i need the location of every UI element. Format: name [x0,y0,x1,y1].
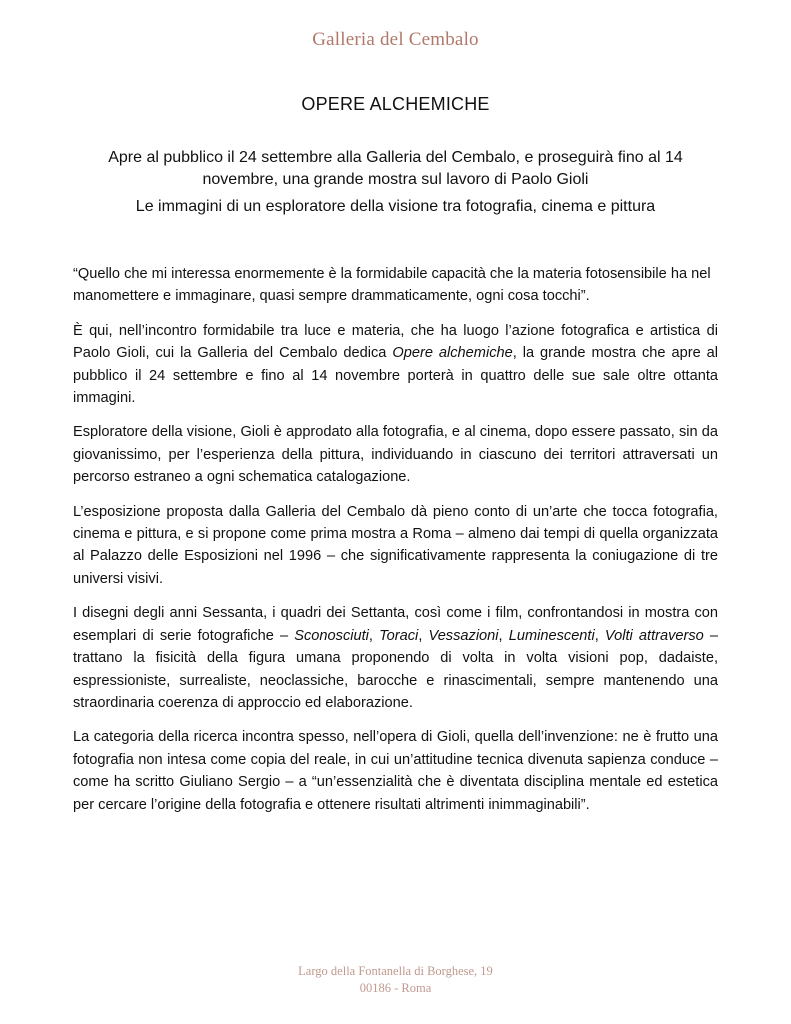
series-title: Sconosciuti [294,627,369,644]
footer-street: Largo della Fontanella di Borghese, 19 [298,964,493,978]
paragraph-5: I disegni degli anni Sessanta, i quadri dei Settanta, così come i film, confrontandosi in mostra con esemplari di serie fotografiche – Sconosciuti, Toraci, Vessazioni, Luminescenti, Volti attraverso – trattano la fisicità della figura umana proponendo di volta in volta visioni pop, dadaiste, espressioniste, surrealiste, neoclassiche, barocche e rinascimentali, sempre mantenendo una straordinaria coerenza di approccio ed elaborazione. [73,605,719,711]
series-title: Luminescenti [508,627,595,644]
gallery-brand-header: Galleria del Cembalo [312,29,479,50]
page-subtitle-secondary: Le immagini di un esploratore della visione tra fotografia, cinema e pittura [135,198,656,215]
footer-address [0,963,791,997]
page-title: OPERE ALCHEMICHE [301,94,490,114]
series-title: Vessazioni [428,627,499,644]
series-title: Toraci [379,627,419,644]
paragraph-4: L’esposizione proposta dalla Galleria del Cembalo dà pieno conto di un’arte che tocca fotografia, cinema e pittura, e si propone come prima mostra a Roma – almeno dai tempi di quella organizzata al Palazzo delle Esposizioni nel 1996 – che significativamente rappresenta la coniugazione di tre universi visivi. [73,503,718,587]
article-body [73,263,718,828]
page-subtitle: Apre al pubblico il 24 settembre alla Galleria del Cembalo, e proseguirà fino al 14 novembre, una grande mostra sul lavoro di Paolo Gioli [108,149,683,188]
footer-city: 00186 - Roma [359,981,432,995]
paragraph-quote: “Quello che mi interessa enormemente è la formidabile capacità che la materia fotosensibile ha nel manomettere e immaginare, quasi sempre drammaticamente, ogni cosa tocchi”. [73,266,711,305]
series-title: Volti attraverso [604,627,704,644]
exhibition-title: Opere alchemiche [392,345,513,362]
paragraph-3: Esploratore della visione, Gioli è approdato alla fotografia, e al cinema, dopo essere passato, sin da giovanissimo, per l’esperienza della pittura, individuando in ciascuno dei territori attraversati un percorso estraneo a ogni schematica catalogazione. [73,424,718,486]
paragraph-6: La categoria della ricerca incontra spesso, nell’opera di Gioli, quella dell’invenzione: ne è frutto una fotografia non intesa come copia del reale, in cui un’attitudine tecnica divenuta sapienza conduce – come ha scritto Giuliano Sergio – a “un’essenzialità che è diventata disciplina mentale ed estetica per cercare l’origine della fotografia e ottenere risultati altrimenti inimmaginabili”. [73,729,718,813]
paragraph-2: È qui, nell’incontro formidabile tra luce e materia, che ha luogo l’azione fotografica e artistica di Paolo Gioli, cui la Galleria del Cembalo dedica Opere alchemiche, la grande mostra che apre al pubblico il 24 settembre e fino al 14 novembre porterà in quattro delle sue sale oltre ottanta immagini. [73,322,719,407]
